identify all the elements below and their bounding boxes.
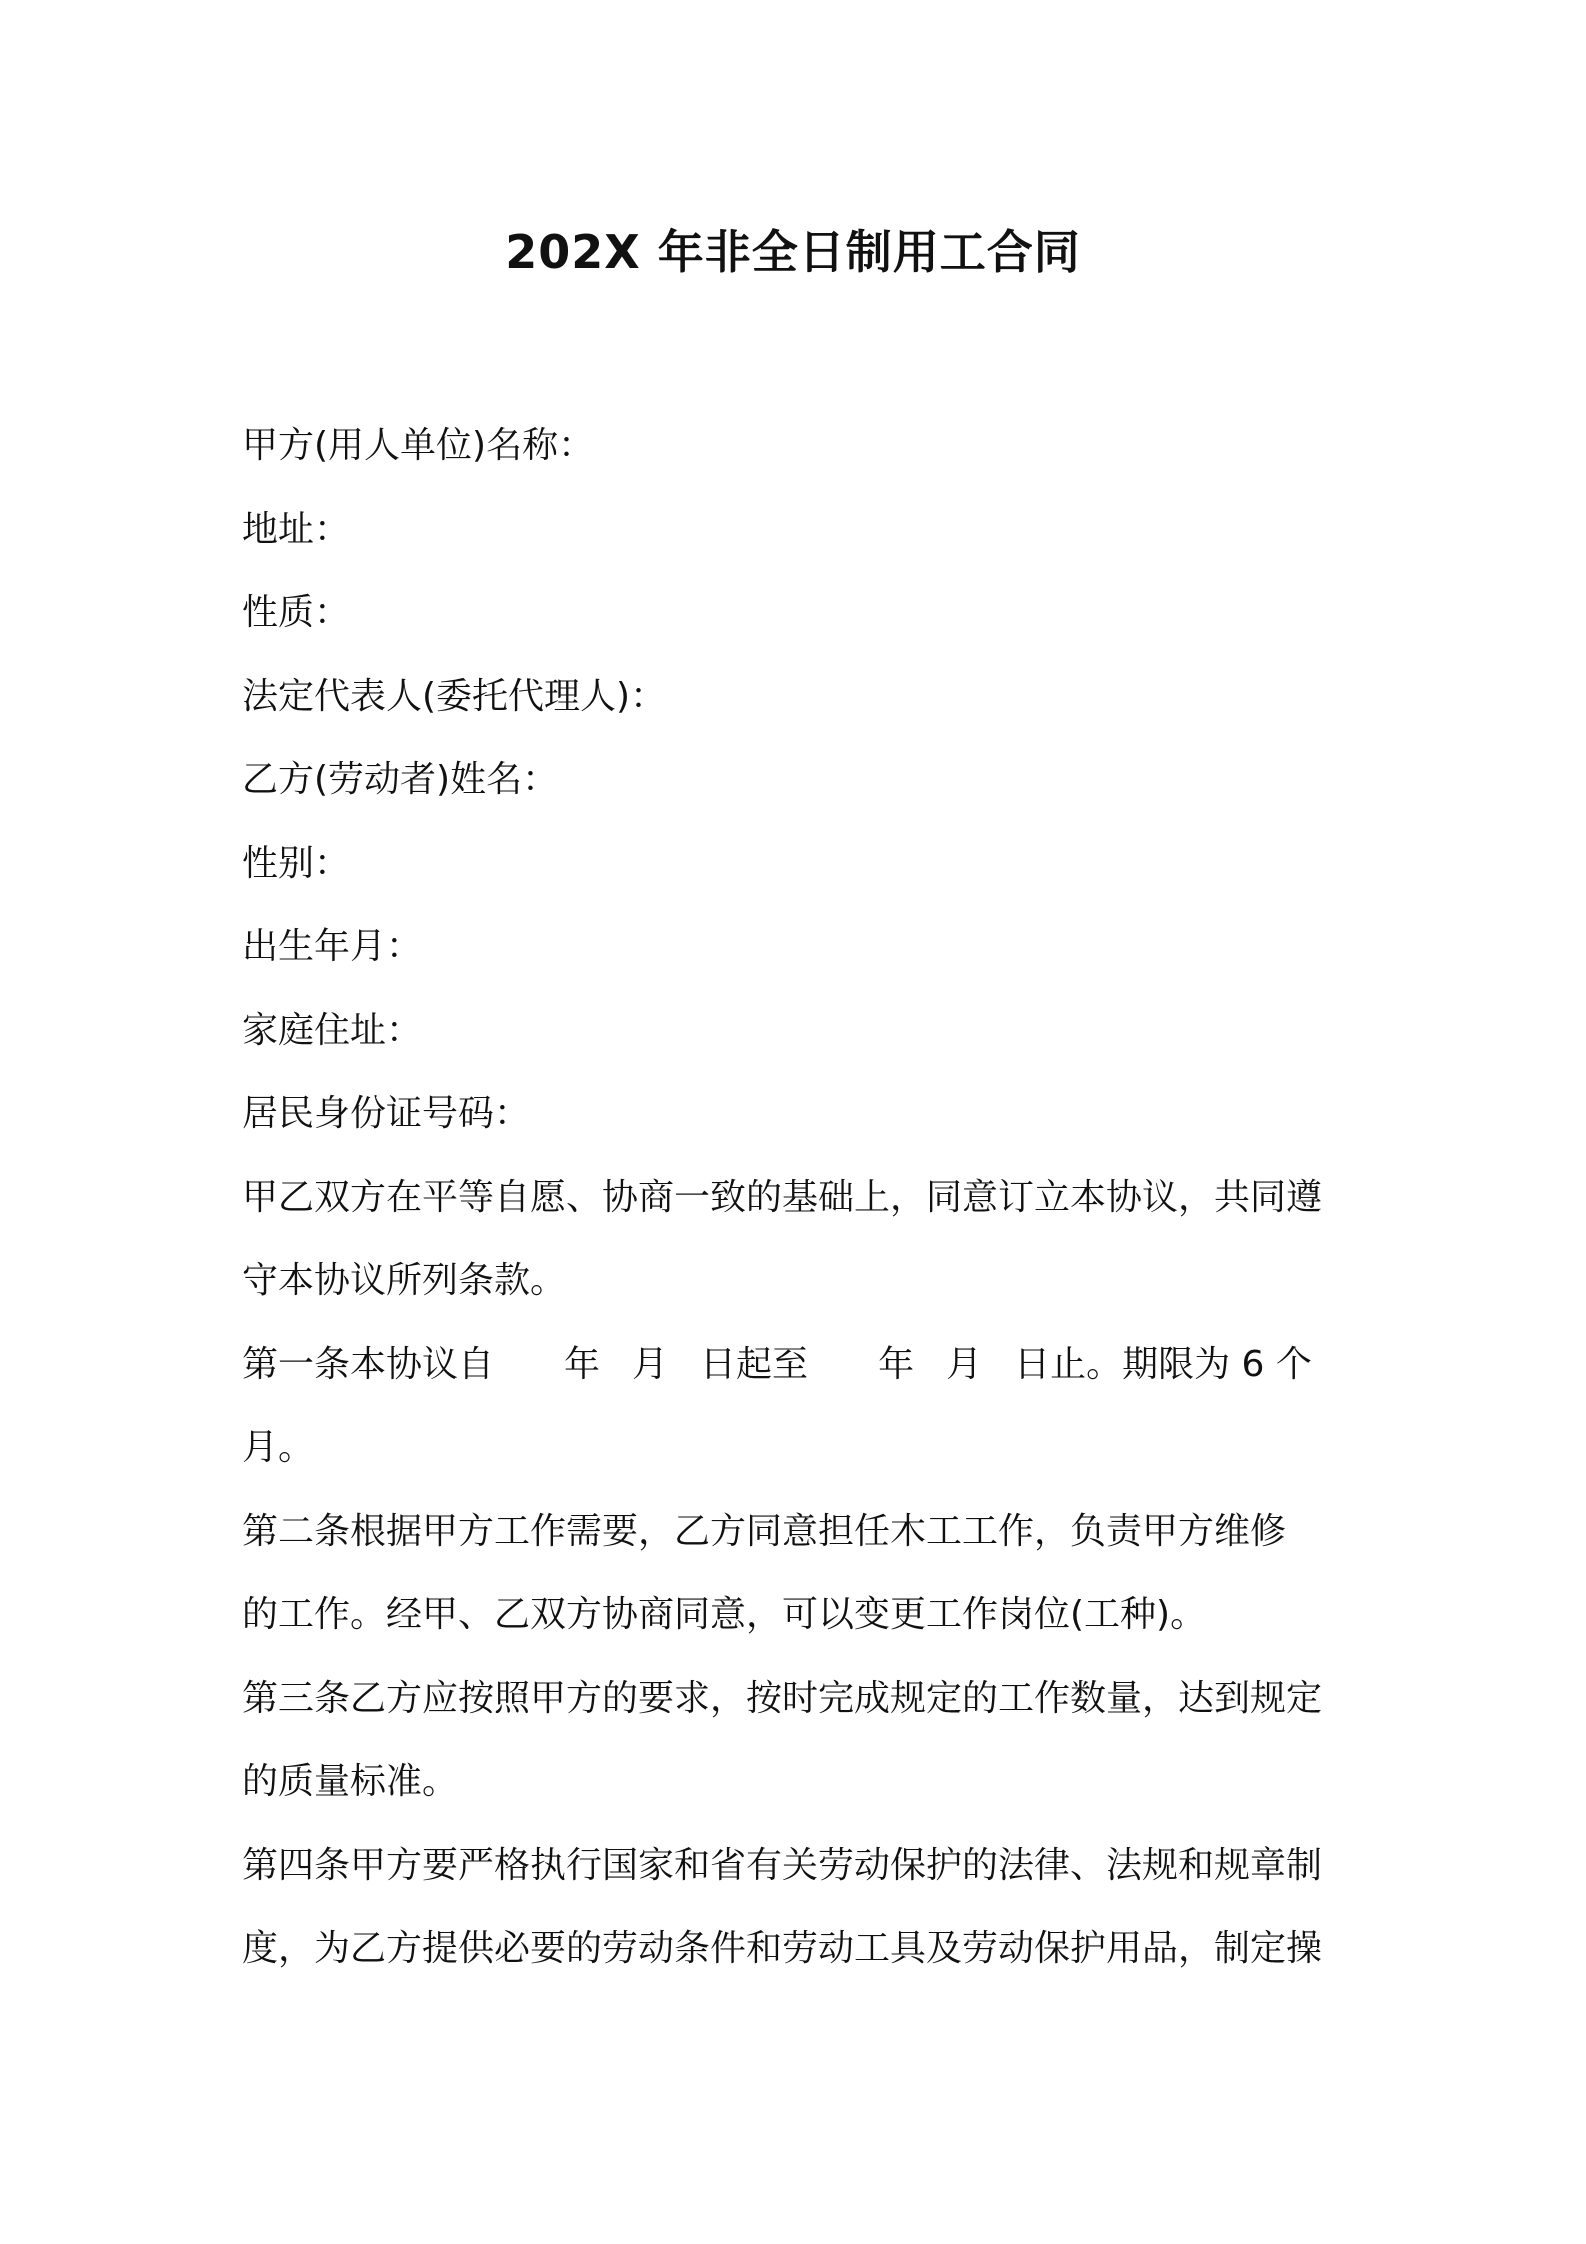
article-2-line-2: 的工作。经甲、乙双方协商同意，可以变更工作岗位(工种)。 bbox=[242, 1594, 1207, 1635]
article-1-day-start: 日起至 bbox=[700, 1343, 809, 1385]
article-1-month-start: 月 bbox=[632, 1343, 669, 1385]
field-birth-date: 出生年月： bbox=[242, 926, 423, 967]
article-3-line-2: 的质量标准。 bbox=[242, 1761, 459, 1802]
article-3-line-1: 第三条乙方应按照甲方的要求，按时完成规定的工作数量，达到规定 bbox=[242, 1677, 1323, 1719]
field-address: 地址： bbox=[242, 508, 351, 550]
document-title: 202X 年非全日制用工合同 bbox=[505, 225, 1081, 279]
article-1-year-end: 年 bbox=[878, 1343, 915, 1385]
intro-line-2: 守本协议所列条款。 bbox=[242, 1260, 567, 1301]
article-1-line-2: 月。 bbox=[242, 1427, 315, 1468]
article-4-line-2: 度，为乙方提供必要的劳动条件和劳动工具及劳动保护用品，制定操 bbox=[242, 1928, 1323, 1969]
field-party-b-name: 乙方(劳动者)姓名： bbox=[242, 759, 559, 800]
field-party-a-name: 甲方(用人单位)名称： bbox=[242, 425, 595, 466]
field-nature: 性质： bbox=[242, 592, 351, 633]
article-1-month-end: 月 bbox=[946, 1343, 983, 1385]
article-1-start: 第一条本协议自 bbox=[242, 1343, 495, 1385]
article-2-line-1: 第二条根据甲方工作需要，乙方同意担任木工工作，负责甲方维修 bbox=[242, 1510, 1287, 1552]
field-legal-representative: 法定代表人(委托代理人)： bbox=[242, 675, 667, 717]
article-1-day-end: 日止。期限为 6 个 bbox=[1014, 1343, 1312, 1385]
intro-line-1: 甲乙双方在平等自愿、协商一致的基础上，同意订立本协议，共同遵 bbox=[242, 1176, 1323, 1218]
field-home-address: 家庭住址： bbox=[242, 1009, 423, 1051]
document-body bbox=[242, 404, 1358, 1991]
article-1-line-1 bbox=[242, 1323, 1358, 1407]
field-gender: 性别： bbox=[242, 842, 351, 884]
field-id-number: 居民身份证号码： bbox=[242, 1093, 531, 1134]
article-4-line-1: 第四条甲方要严格执行国家和省有关劳动保护的法律、法规和规章制 bbox=[242, 1844, 1323, 1886]
article-1-year-start: 年 bbox=[564, 1343, 601, 1385]
